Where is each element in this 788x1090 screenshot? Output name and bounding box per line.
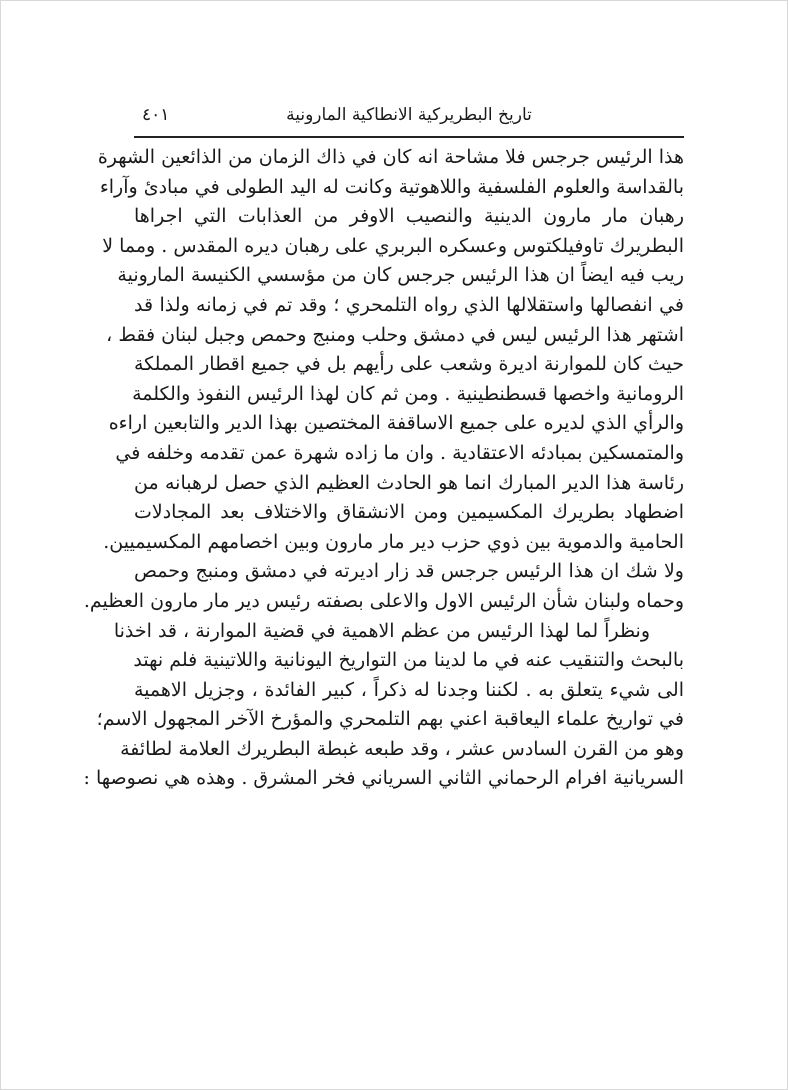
text-line: في انفصالها واستقلالها الذي رواه التلمحري ؛ وقد تم في زمانه ولذا قد (134, 293, 684, 316)
body-text (83, 143, 684, 794)
page-number: ٤٠١ (142, 105, 170, 125)
text-line: ولا شك ان هذا الرئيس جرجس قد زار اديرته في دمشق ومنبج وحمص (134, 560, 684, 583)
text-line: بالقداسة والعلوم الفلسفية واللاهوتية وكانت له اليد الطولى في مبادئ وآراء (99, 175, 684, 198)
text-line: السريانية افرام الرحماني الثاني السرياني فخر المشرق . وهذه هي نصوصها : (83, 767, 684, 790)
text-line: بالبحث والتنقيب عنه في ما لدينا من التواريخ اليونانية واللاتينية فلم نهتد (133, 649, 684, 672)
text-line: اشتهر هذا الرئيس ليس في دمشق وحلب ومنبج وحمص وجبل لبنان فقط ، (106, 323, 684, 346)
text-line: ريب فيه ايضاً ان هذا الرئيس جرجس كان من مؤسسي الكنيسة المارونية (117, 264, 684, 287)
page-header (134, 105, 684, 131)
text-line: الى شيء يتعلق به . لكننا وجدنا له ذكراً ، كبير الفائدة ، وجزيل الاهمية (134, 678, 684, 701)
text-line: رئاسة هذا الدير المبارك انما هو الحادث العظيم الذي حصل لرهبانه من (134, 471, 684, 494)
text-line: في تواريخ علماء اليعاقبة اعني بهم التلمحري والمؤرخ الآخر المجهول الاسم؛ (96, 708, 684, 731)
text-line: هذا الرئيس جرجس فلا مشاحة انه كان في ذاك الزمان من الذائعين الشهرة (97, 146, 684, 168)
running-title: تاريخ البطريركية الانطاكية المارونية (286, 105, 532, 125)
text-line: والرأي الذي لديره على جميع الاساقفة المختصين بهذا الدير والتابعين اراءه (108, 412, 684, 435)
header-rule (134, 136, 684, 138)
text-line: الحامية والدموية بين ذوي حزب دير مار مارون وبين اخصامهم المكسيميين. (103, 530, 684, 553)
paragraph-start-line: ونظراً لما لهذا الرئيس من عظم الاهمية في قضية الموارنة ، قد اخذنا (113, 619, 650, 642)
text-line: وهو من القرن السادس عشر ، وقد طبعه غبطة البطريرك العلامة لطائفة (120, 737, 684, 760)
text-line: والمتمسكين بمبادئه الاعتقادية . وان ما زاده شهرة عمن تقدمه وخلفه في (115, 441, 684, 464)
text-line: البطريرك تاوفيلكتوس وعسكره البربري على رهبان ديره المقدس . ومما لا (102, 234, 684, 257)
text-line: الرومانية واخصها قسطنطينية . ومن ثم كان لهذا الرئيس النفوذ والكلمة (132, 382, 684, 405)
text-line: اضطهاد بطريرك المكسيمين ومن الانشقاق والاختلاف بعد المجادلات (134, 501, 684, 524)
text-line: حيث كان للموارنة اديرة وشعب على رأيهم بل في جميع اقطار المملكة (134, 353, 684, 376)
text-line: رهبان مار مارون الدينية والنصيب الاوفر من العذابات التي اجراها (134, 205, 684, 228)
text-line: وحماه ولبنان شأن الرئيس الاول والاعلى بصفته رئيس دير مار مارون العظيم. (83, 589, 684, 612)
